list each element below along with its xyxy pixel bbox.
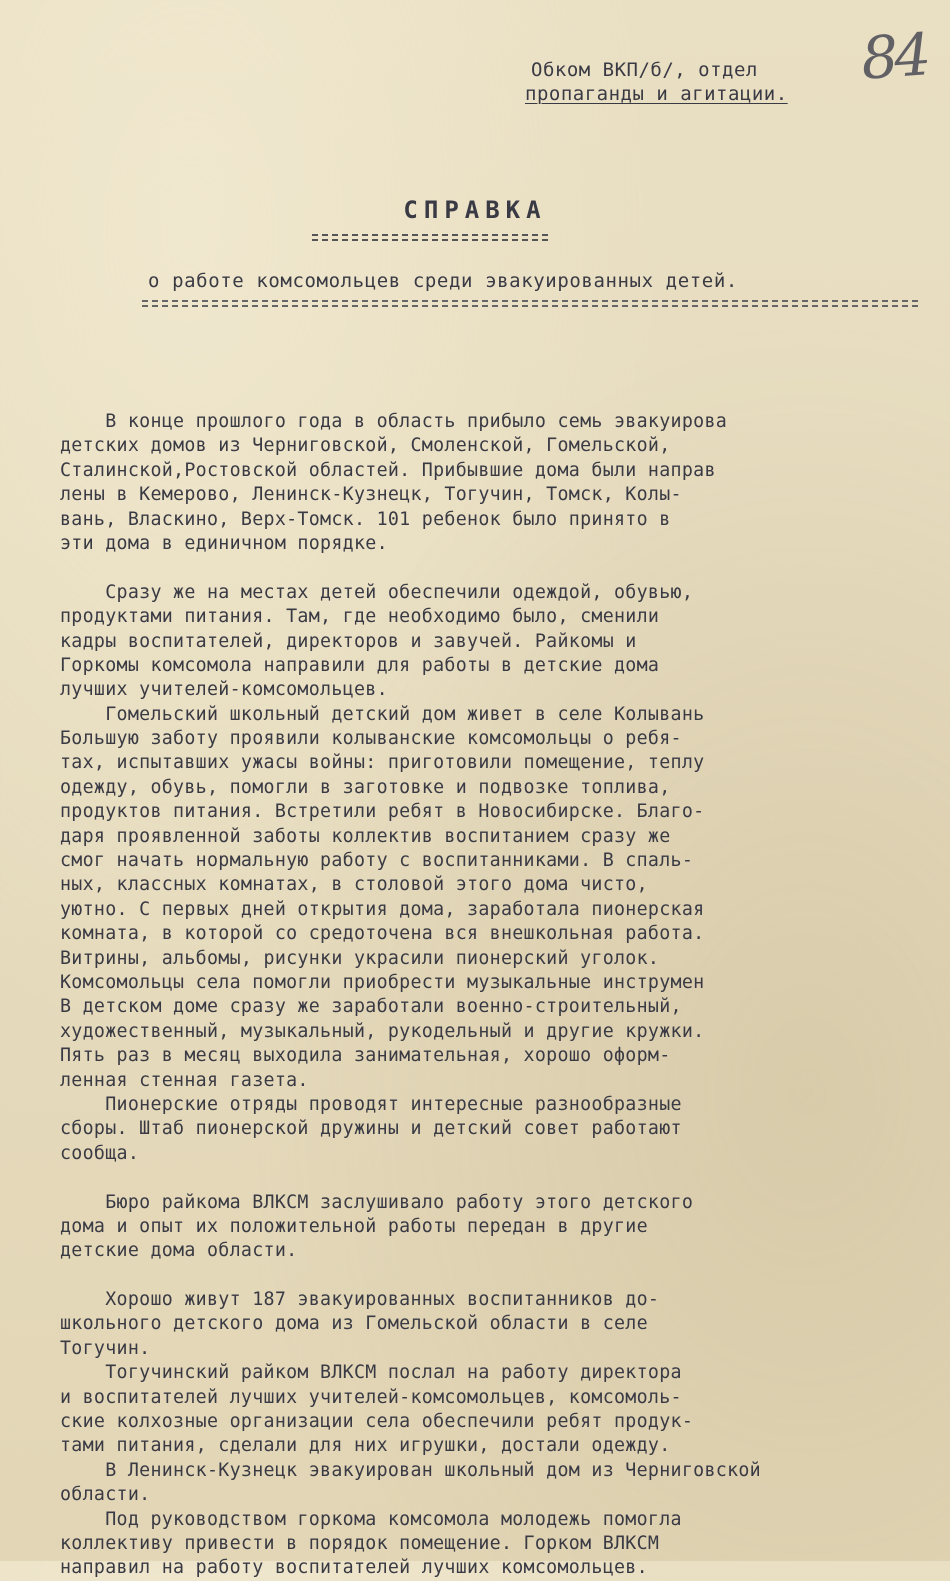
text-line: детские дома области. (60, 1240, 298, 1262)
document-title: СПРАВКА (403, 196, 547, 224)
document-subtitle: о работе комсомольцев среди эвакуированных детей. (148, 270, 738, 292)
text-line: Пять раз в месяц выходила занимательная, хорошо оформ- (60, 1045, 671, 1067)
paragraph (60, 410, 940, 556)
header-line-1: Обком ВКП/б/, отдел (531, 59, 758, 81)
text-line: лены в Кемерово, Ленинск-Кузнецк, Тогучин, Томск, Колы- (60, 484, 682, 506)
text-line: Сталинской,Ростовской областей. Прибывшие дома были направ (60, 459, 716, 481)
text-line: В детском доме сразу же заработали военно-строительный, (60, 996, 682, 1018)
text-line: Хорошо живут 187 эвакуированных воспитанников до- (60, 1289, 660, 1311)
paragraph (60, 1288, 940, 1581)
text-line: художественный, музыкальный, рукодельный и другие кружки. (60, 1020, 705, 1042)
text-line: детских домов из Черниговской, Смоленской, Гомельской, (60, 435, 671, 457)
text-line: Пионерские отряды проводят интересные разнообразные (60, 1093, 682, 1115)
text-line: ские колхозные организации села обеспечили ребят продук- (60, 1411, 694, 1433)
text-line: одежду, обувь, помогли в заготовке и подвозке топлива, (60, 776, 671, 798)
text-line: кадры воспитателей, директоров и завучей. Райкомы и (60, 630, 637, 652)
text-line: продуктами питания. Там, где необходимо было, сменили (60, 606, 660, 628)
text-line: Сразу же на местах детей обеспечили одеждой, обувью, (60, 581, 694, 603)
letterhead (525, 58, 865, 106)
text-line: Под руководством горкома комсомола молодежь помогла (60, 1508, 682, 1530)
text-line: В конце прошлого года в область прибыло семь эвакуирова (60, 411, 728, 432)
text-line: эти дома в единичном порядке. (60, 532, 388, 554)
text-line: комната, в которой со средоточена вся внешкольная работа. (60, 923, 705, 945)
subtitle-underline (142, 300, 918, 307)
folio-number: 84 (858, 20, 930, 93)
text-line: школьного детского дома из Гомельской области в селе (60, 1313, 648, 1335)
text-line: Витрины, альбомы, рисунки украсили пионерский уголок. (60, 947, 660, 969)
text-line: Тогучинский райком ВЛКСМ послал на работу директора (60, 1362, 682, 1384)
text-line: тах, испытавших ужасы войны: приготовили помещение, теплу (60, 752, 705, 774)
paragraph (60, 1191, 940, 1264)
text-line: ленная стенная газета. (60, 1069, 309, 1091)
text-line: Комсомольцы села помогли приобрести музыкальные инструмен (60, 971, 705, 993)
text-line: Тогучин. (60, 1337, 151, 1359)
document-body (60, 410, 940, 1581)
text-line: В Ленинск-Кузнецк эвакуирован школьный дом из Черниговской (60, 1459, 761, 1481)
text-line: направил на работу воспитателей лучших комсомольцев. (60, 1557, 648, 1579)
paragraph-gap (60, 1264, 940, 1288)
text-line: сообща. (60, 1142, 140, 1164)
text-line: уютно. С первых дней открытия дома, заработала пионерская (60, 898, 705, 920)
text-line: дома и опыт их положительной работы передан в другие (60, 1215, 648, 1237)
text-line: тами питания, сделали для них игрушки, достали одежду. (60, 1435, 671, 1457)
text-line: и воспитателей лучших учителей-комсомольцев, комсомоль- (60, 1386, 682, 1408)
text-line: сборы. Штаб пионерской дружины и детский совет работают (60, 1118, 682, 1140)
header-line-2: пропаганды и агитации. (525, 83, 788, 105)
title-underline (312, 234, 548, 241)
text-line: Бюро райкома ВЛКСМ заслушивало работу этого детского (60, 1191, 694, 1213)
paragraph (60, 581, 940, 1166)
text-line: Большую заботу проявили колыванские комсомольцы о ребя- (60, 728, 682, 750)
text-line: Горкомы комсомола направили для работы в детские дома (60, 654, 660, 676)
text-line: смог начать нормальную работу с воспитанниками. В спаль- (60, 850, 694, 872)
text-line: лучших учителей-комсомольцев. (60, 679, 388, 701)
paragraph-gap (60, 556, 940, 580)
text-line: области. (60, 1484, 151, 1506)
text-line: Гомельский школьный детский дом живет в селе Колывань (60, 703, 705, 725)
text-line: ных, классных комнатах, в столовой этого дома чисто, (60, 874, 648, 896)
text-line: даря проявленной заботы коллектив воспитанием сразу же (60, 825, 671, 847)
paragraph-gap (60, 1166, 940, 1190)
text-line: продуктов питания. Встретили ребят в Новосибирске. Благо- (60, 801, 705, 823)
text-line: коллективу привести в порядок помещение. Горком ВЛКСМ (60, 1532, 660, 1554)
text-line: вань, Власкино, Верх-Томск. 101 ребенок было принято в (60, 508, 671, 530)
